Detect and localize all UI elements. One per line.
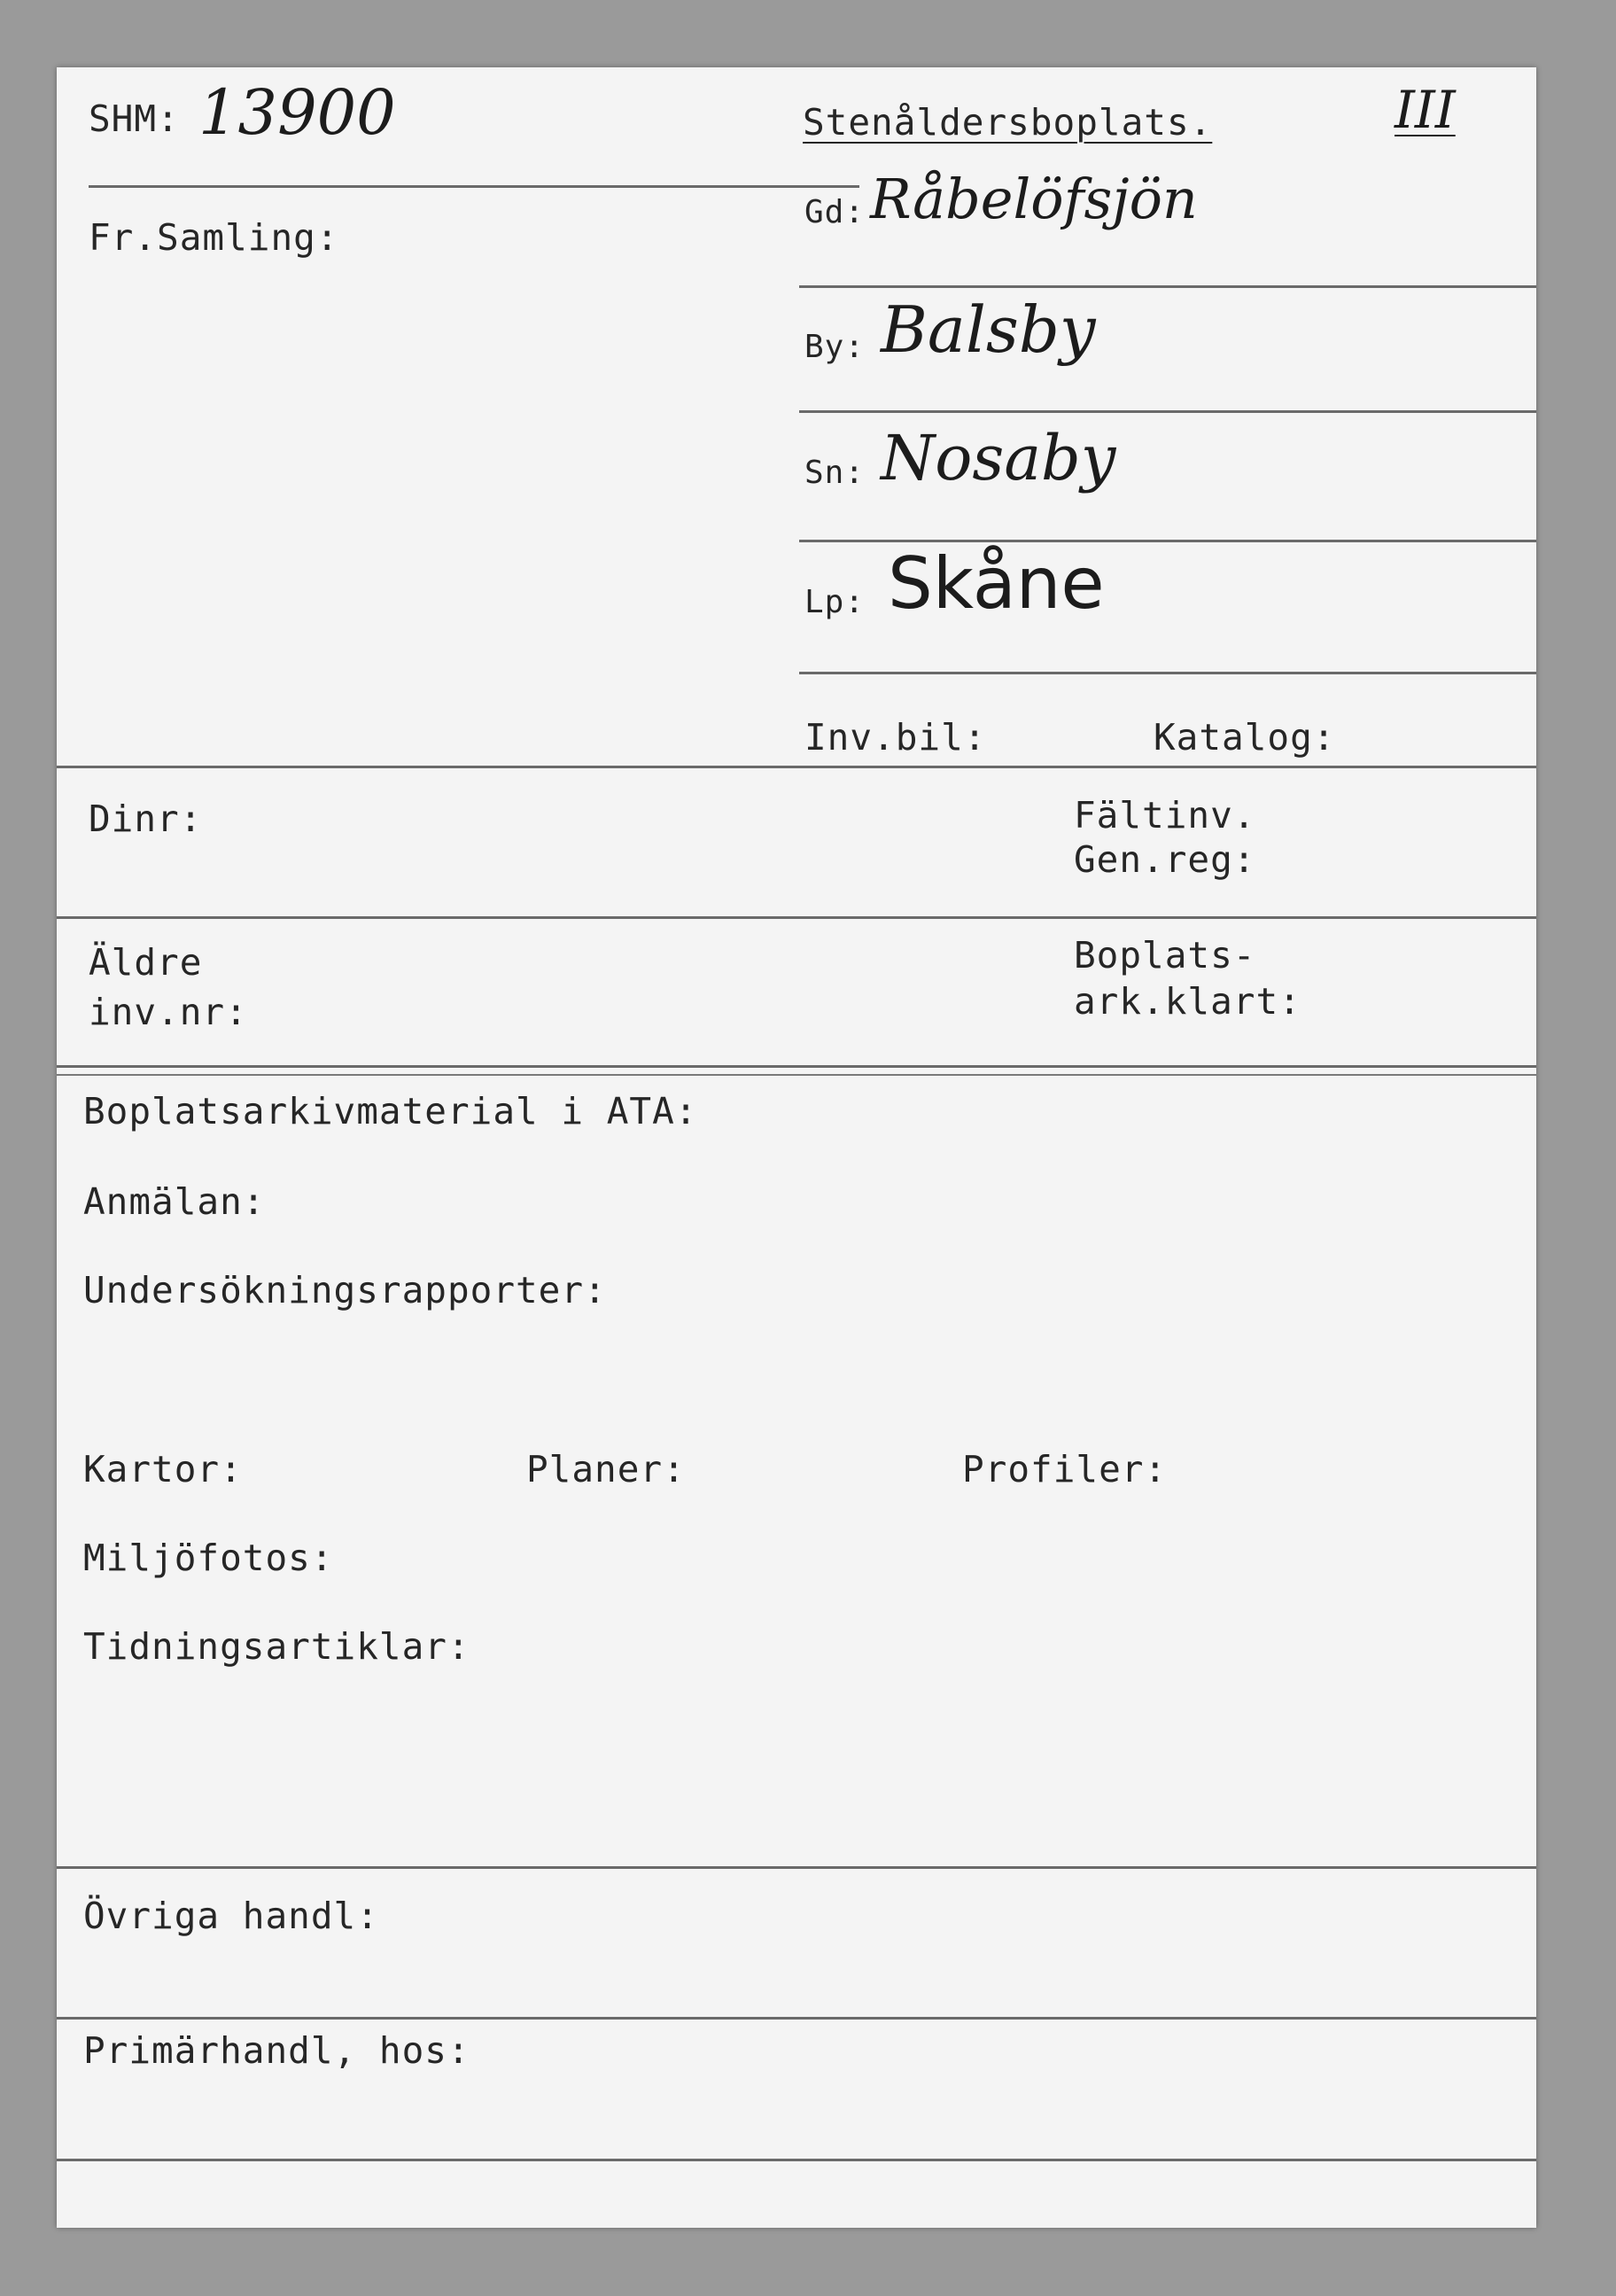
divider — [57, 1074, 1536, 1076]
faltinv-label: Fältinv. — [1074, 794, 1256, 837]
sn-label: Sn: — [804, 455, 866, 491]
genreg-label: Gen.reg: — [1074, 838, 1256, 881]
katalog-label: Katalog: — [1154, 716, 1336, 759]
fr-samling-label: Fr.Samling: — [89, 216, 339, 259]
lp-label: Lp: — [804, 584, 866, 620]
aldre-label-2: inv.nr: — [89, 991, 248, 1033]
divider — [89, 185, 859, 188]
gd-value: Råbelöfsjön — [870, 167, 1198, 231]
roman-numeral: III — [1395, 80, 1456, 140]
undersokning-label: Undersökningsrapporter: — [83, 1269, 607, 1311]
divider — [57, 1866, 1536, 1869]
archive-heading: Boplatsarkivmaterial i ATA: — [83, 1090, 698, 1132]
category-title: Stenåldersboplats. — [803, 101, 1213, 144]
divider — [57, 766, 1536, 768]
by-label: By: — [804, 329, 866, 365]
tidning-label: Tidningsartiklar: — [83, 1625, 470, 1668]
lp-value: Skåne — [888, 542, 1105, 625]
gd-label: Gd: — [804, 194, 866, 230]
shm-label: SHM: — [89, 97, 180, 140]
dinr-label: Dinr: — [89, 798, 203, 840]
divider — [57, 2159, 1536, 2161]
catalog-card — [57, 67, 1536, 2228]
ovriga-label: Övriga handl: — [83, 1895, 379, 1937]
divider — [799, 285, 1536, 288]
shm-value: 13900 — [198, 76, 396, 149]
planer-label: Planer: — [526, 1448, 686, 1490]
divider — [57, 1065, 1536, 1068]
boplats-label-2: ark.klart: — [1074, 980, 1301, 1023]
divider — [799, 410, 1536, 413]
miljofotos-label: Miljöfotos: — [83, 1537, 334, 1579]
profiler-label: Profiler: — [962, 1448, 1168, 1490]
kartor-label: Kartor: — [83, 1448, 243, 1490]
by-value: Balsby — [881, 292, 1096, 367]
primar-label: Primärhandl, hos: — [83, 2029, 470, 2072]
boplats-label-1: Boplats- — [1074, 934, 1256, 977]
sn-value: Nosaby — [881, 422, 1116, 494]
divider — [799, 672, 1536, 674]
divider — [57, 916, 1536, 919]
inv-bil-label: Inv.bil: — [804, 716, 987, 759]
aldre-label-1: Äldre — [89, 941, 203, 984]
anmalan-label: Anmälan: — [83, 1180, 266, 1223]
divider — [57, 2017, 1536, 2020]
